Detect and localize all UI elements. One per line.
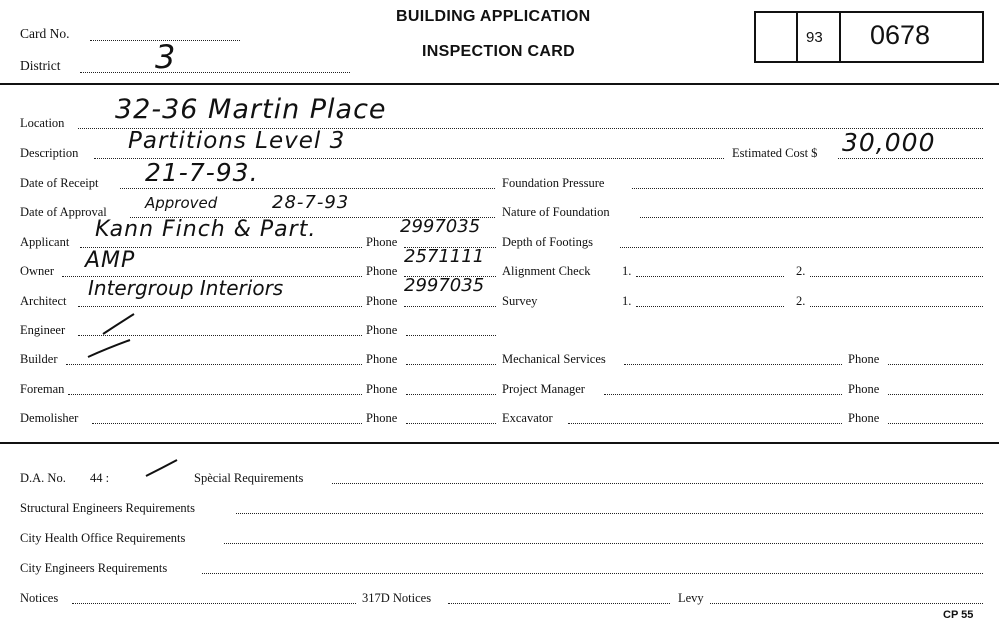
location-label: Location [20, 116, 65, 130]
form-code: CP 55 [943, 609, 974, 621]
excavator-line [568, 423, 842, 424]
excavator-phone-label: Phone [848, 411, 880, 425]
owner-label: Owner [20, 264, 55, 278]
approved-word: Approved [145, 194, 218, 212]
mechanical-phone-label: Phone [848, 352, 880, 366]
excavator-label: Excavator [502, 411, 553, 425]
architect-phone-line [404, 306, 496, 307]
alignment-check-label: Alignment Check [502, 264, 591, 278]
middle-rule [0, 442, 999, 444]
notices-317d-label: 317D Notices [362, 591, 432, 605]
foundation-pressure-label: Foundation Pressure [502, 176, 605, 190]
demolisher-phone-label: Phone [366, 411, 398, 425]
date-approval-label: Date of Approval [20, 205, 107, 219]
engineer-label: Engineer [20, 323, 66, 337]
architect-value: Intergroup Interiors [88, 276, 284, 300]
card-no-label: Card No. [20, 26, 70, 41]
nature-foundation-label: Nature of Foundation [502, 205, 610, 219]
alignment-check-2: 2. [796, 264, 806, 278]
card-number: 0678 [870, 20, 931, 50]
notices-line [72, 603, 356, 604]
alignment-check-1-line [636, 276, 784, 277]
builder-phone-line [406, 364, 496, 365]
special-requirements-label: Spècial Requirements [194, 471, 304, 485]
applicant-label: Applicant [20, 235, 70, 249]
excavator-phone-line [888, 423, 983, 424]
location-value: 32-36 Martin Place [115, 94, 387, 125]
builder-phone-label: Phone [366, 352, 398, 366]
project-manager-label: Project Manager [502, 382, 585, 396]
architect-phone-value: 2997035 [404, 275, 485, 296]
special-requirements-line [332, 483, 983, 484]
da-no-prefix: 44 : [90, 471, 110, 485]
engineer-phone-line [406, 335, 496, 336]
demolisher-phone-line [406, 423, 496, 424]
engineer-phone-label: Phone [366, 323, 398, 337]
survey-1-line [636, 306, 784, 307]
city-health-label: City Health Office Requirements [20, 531, 186, 545]
structural-engineers-line [236, 513, 983, 514]
year-code: 93 [806, 29, 823, 46]
foreman-label: Foreman [20, 382, 65, 396]
project-manager-phone-label: Phone [848, 382, 880, 396]
demolisher-label: Demolisher [20, 411, 79, 425]
depth-footings-label: Depth of Footings [502, 235, 593, 249]
city-health-line [224, 543, 983, 544]
engineer-dash-mark [103, 314, 134, 334]
estimated-cost-value: 30,000 [842, 128, 936, 157]
applicant-value: Kann Finch & Part. [95, 217, 317, 242]
alignment-check-2-line [810, 276, 983, 277]
survey-1: 1. [622, 294, 632, 308]
project-manager-phone-line [888, 394, 983, 395]
description-label: Description [20, 146, 79, 160]
applicant-phone-label: Phone [366, 235, 398, 249]
nature-foundation-line [640, 217, 983, 218]
notices-label: Notices [20, 591, 59, 605]
date-approval-value: 28-7-93 [272, 192, 350, 213]
structural-engineers-label: Structural Engineers Requirements [20, 501, 195, 515]
owner-value: AMP [85, 248, 136, 273]
district-label: District [20, 58, 61, 73]
alignment-check-1: 1. [622, 264, 632, 278]
notices-317d-line [448, 603, 670, 604]
survey-label: Survey [502, 294, 538, 308]
depth-footings-line [620, 247, 983, 248]
da-no-label: D.A. No. [20, 471, 66, 485]
survey-2: 2. [796, 294, 806, 308]
owner-phone-value: 2571111 [404, 246, 485, 267]
title-line-2: INSPECTION CARD [422, 43, 575, 60]
foreman-phone-label: Phone [366, 382, 398, 396]
city-engineers-label: City Engineers Requirements [20, 561, 168, 575]
project-manager-line [604, 394, 842, 395]
foundation-pressure-line [632, 188, 983, 189]
mechanical-phone-line [888, 364, 983, 365]
builder-label: Builder [20, 352, 58, 366]
survey-2-line [810, 306, 983, 307]
architect-label: Architect [20, 294, 67, 308]
estimated-cost-label: Estimated Cost $ [732, 146, 818, 160]
builder-dash-mark [88, 340, 130, 357]
levy-line [710, 603, 983, 604]
city-engineers-line [202, 573, 983, 574]
mechanical-services-label: Mechanical Services [502, 352, 606, 366]
foreman-phone-line [406, 394, 496, 395]
date-receipt-label: Date of Receipt [20, 176, 99, 190]
architect-phone-label: Phone [366, 294, 398, 308]
district-value: 3 [155, 38, 177, 76]
mechanical-services-line [624, 364, 842, 365]
applicant-phone-value: 2997035 [400, 216, 481, 237]
title-line-1: BUILDING APPLICATION [396, 8, 591, 25]
date-receipt-value: 21-7-93. [145, 158, 259, 187]
description-value: Partitions Level 3 [128, 128, 346, 154]
levy-label: Levy [678, 591, 704, 605]
da-no-dash-mark [146, 460, 177, 476]
owner-phone-label: Phone [366, 264, 398, 278]
